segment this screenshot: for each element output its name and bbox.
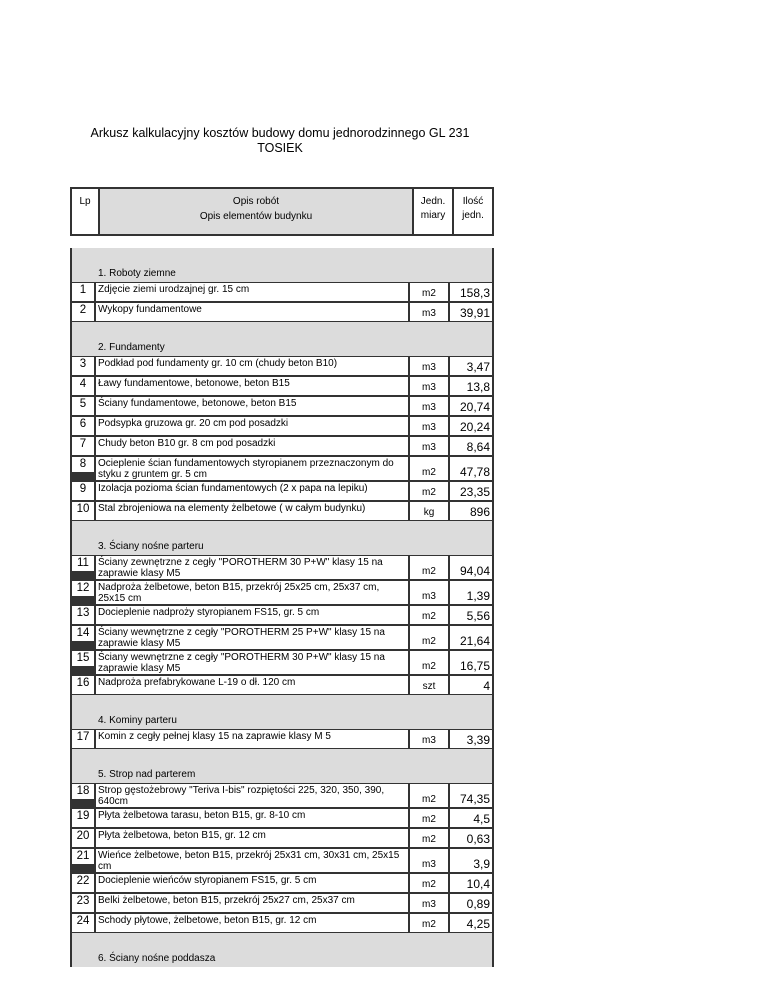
row-number: 4 [72, 377, 94, 395]
row-description: Zdjęcie ziemi urodzajnej gr. 15 cm [96, 283, 408, 301]
row-quantity: 23,35 [450, 482, 492, 500]
row-unit: m3 [410, 303, 448, 321]
cost-table [70, 248, 494, 967]
row-number: 5 [72, 397, 94, 415]
row-quantity: 5,56 [450, 606, 492, 624]
table-row [70, 808, 494, 828]
row-unit: m3 [410, 417, 448, 435]
table-row [70, 913, 494, 933]
row-description: Nadproża prefabrykowane L-19 o dł. 120 cm [96, 676, 408, 694]
section-spacer [70, 749, 494, 767]
row-unit: m2 [410, 606, 448, 624]
section-heading: 1. Roboty ziemne [70, 266, 494, 282]
row-unit: m3 [410, 849, 448, 872]
row-description: Wieńce żelbetowe, beton B15, przekrój 25x31 cm, 30x31 cm, 25x15 cm [96, 849, 408, 872]
table-row [70, 605, 494, 625]
table-row [70, 436, 494, 456]
row-unit: m2 [410, 626, 448, 649]
section-spacer [70, 521, 494, 539]
row-description: Izolacja pozioma ścian fundamentowych (2 x papa na lepiku) [96, 482, 408, 500]
table-row [70, 396, 494, 416]
row-unit: m3 [410, 437, 448, 455]
row-number: 24 [72, 914, 94, 932]
row-description: Strop gęstożebrowy "Teriva I-bis" rozpiętości 225, 320, 350, 390, 640cm [96, 784, 408, 807]
row-quantity: 3,47 [450, 357, 492, 375]
row-unit: m2 [410, 784, 448, 807]
section-heading: 2. Fundamenty [70, 340, 494, 356]
row-quantity: 20,74 [450, 397, 492, 415]
row-unit: m2 [410, 651, 448, 674]
row-description: Komin z cegły pełnej klasy 15 na zaprawie klasy M 5 [96, 730, 408, 748]
row-description: Nadproża żelbetowe, beton B15, przekrój 25x25 cm, 25x37 cm, 25x15 cm [96, 581, 408, 604]
table-row [70, 481, 494, 501]
row-quantity: 0,63 [450, 829, 492, 847]
row-description: Podsypka gruzowa gr. 20 cm pod posadzki [96, 417, 408, 435]
row-unit: m2 [410, 283, 448, 301]
table-row [70, 501, 494, 521]
table-row [70, 580, 494, 605]
row-quantity: 3,39 [450, 730, 492, 748]
row-quantity: 16,75 [450, 651, 492, 674]
row-number: 19 [72, 809, 94, 827]
row-number: 17 [72, 730, 94, 748]
row-unit: m3 [410, 377, 448, 395]
row-number: 23 [72, 894, 94, 912]
row-quantity: 4 [450, 676, 492, 694]
row-description: Schody płytowe, żelbetowe, beton B15, gr. 12 cm [96, 914, 408, 932]
row-quantity: 13,8 [450, 377, 492, 395]
row-description: Ściany wewnętrzne z cegły "POROTHERM 25 P+W" klasy 15 na zaprawie klasy M5 [96, 626, 408, 649]
row-quantity: 39,91 [450, 303, 492, 321]
row-description: Belki żelbetowe, beton B15, przekrój 25x27 cm, 25x37 cm [96, 894, 408, 912]
section-spacer [70, 695, 494, 713]
section-heading: 4. Kominy parteru [70, 713, 494, 729]
table-row [70, 893, 494, 913]
row-number: 16 [72, 676, 94, 694]
title-line-2: TOSIEK [257, 141, 303, 155]
row-description: Ściany wewnętrzne z cegły "POROTHERM 30 P+W" klasy 15 na zaprawie klasy M5 [96, 651, 408, 674]
row-description: Docieplenie wieńców styropianem FS15, gr. 5 cm [96, 874, 408, 892]
row-unit: m2 [410, 457, 448, 480]
table-row [70, 376, 494, 396]
row-description: Wykopy fundamentowe [96, 303, 408, 321]
row-quantity: 8,64 [450, 437, 492, 455]
row-quantity: 10,4 [450, 874, 492, 892]
row-unit: kg [410, 502, 448, 520]
row-unit: m3 [410, 894, 448, 912]
header-opis-elementow: Opis elementów budynku [199, 211, 313, 222]
row-unit: m2 [410, 914, 448, 932]
row-number: 22 [72, 874, 94, 892]
row-number: 15 [72, 651, 94, 666]
section-heading: 6. Ściany nośne poddasza [70, 951, 494, 967]
row-quantity: 158,3 [450, 283, 492, 301]
row-number: 7 [72, 437, 94, 455]
row-quantity: 4,25 [450, 914, 492, 932]
section-heading: 5. Strop nad parterem [70, 767, 494, 783]
row-description: Ściany zewnętrzne z cegły "POROTHERM 30 P+W" klasy 15 na zaprawie klasy M5 [96, 556, 408, 579]
row-quantity: 896 [450, 502, 492, 520]
row-number: 14 [72, 626, 94, 641]
header-opis [100, 189, 412, 234]
table-row [70, 873, 494, 893]
row-description: Docieplenie nadproży styropianem FS15, gr. 5 cm [96, 606, 408, 624]
table-row [70, 675, 494, 695]
row-unit: m2 [410, 874, 448, 892]
table-row [70, 783, 494, 808]
row-quantity: 4,5 [450, 809, 492, 827]
section-spacer [70, 933, 494, 951]
row-description: Chudy beton B10 gr. 8 cm pod posadzki [96, 437, 408, 455]
row-unit: m3 [410, 730, 448, 748]
row-number: 9 [72, 482, 94, 500]
row-unit: m3 [410, 397, 448, 415]
row-number: 11 [72, 556, 94, 571]
table-row [70, 848, 494, 873]
row-unit: m2 [410, 482, 448, 500]
header-opis-robot: Opis robót [232, 196, 280, 207]
row-quantity: 3,9 [450, 849, 492, 872]
row-quantity: 94,04 [450, 556, 492, 579]
row-description: Płyta żelbetowa, beton B15, gr. 12 cm [96, 829, 408, 847]
row-description: Ściany fundamentowe, betonowe, beton B15 [96, 397, 408, 415]
table-row [70, 456, 494, 481]
section-spacer [70, 248, 494, 266]
row-number: 6 [72, 417, 94, 435]
row-unit: szt [410, 676, 448, 694]
table-row [70, 302, 494, 322]
document-title [60, 126, 500, 156]
header-lp: Lp [72, 189, 98, 234]
table-row [70, 650, 494, 675]
row-number: 12 [72, 581, 94, 596]
row-unit: m2 [410, 556, 448, 579]
row-number: 3 [72, 357, 94, 375]
row-number: 10 [72, 502, 94, 520]
row-description: Stal zbrojeniowa na elementy żelbetowe ( w całym budynku) [96, 502, 408, 520]
table-header [70, 187, 494, 236]
row-number: 20 [72, 829, 94, 847]
title-line-1: Arkusz kalkulacyjny kosztów budowy domu jednorodzinnego GL 231 [90, 126, 470, 140]
row-number: 2 [72, 303, 94, 321]
row-quantity: 21,64 [450, 626, 492, 649]
table-row [70, 729, 494, 749]
row-unit: m3 [410, 357, 448, 375]
row-description: Podkład pod fundamenty gr. 10 cm (chudy beton B10) [96, 357, 408, 375]
row-description: Ocieplenie ścian fundamentowych styropianem przeznaczonym do styku z gruntem gr. 5 cm [96, 457, 408, 480]
row-description: Ławy fundamentowe, betonowe, beton B15 [96, 377, 408, 395]
row-unit: m3 [410, 581, 448, 604]
table-row [70, 356, 494, 376]
row-quantity: 20,24 [450, 417, 492, 435]
table-row [70, 625, 494, 650]
row-number: 1 [72, 283, 94, 301]
row-description: Płyta żelbetowa tarasu, beton B15, gr. 8-10 cm [96, 809, 408, 827]
header-ilosc: Ilość jedn. [454, 189, 492, 234]
header-jednostka: Jedn. miary [414, 189, 452, 234]
table-row [70, 416, 494, 436]
table-row [70, 282, 494, 302]
row-quantity: 1,39 [450, 581, 492, 604]
section-heading: 3. Ściany nośne parteru [70, 539, 494, 555]
section-spacer [70, 322, 494, 340]
row-quantity: 0,89 [450, 894, 492, 912]
row-unit: m2 [410, 809, 448, 827]
row-quantity: 47,78 [450, 457, 492, 480]
row-number: 8 [72, 457, 94, 472]
row-quantity: 74,35 [450, 784, 492, 807]
row-number: 18 [72, 784, 94, 799]
row-unit: m2 [410, 829, 448, 847]
row-number: 21 [72, 849, 94, 864]
table-row [70, 555, 494, 580]
table-row [70, 828, 494, 848]
row-number: 13 [72, 606, 94, 624]
